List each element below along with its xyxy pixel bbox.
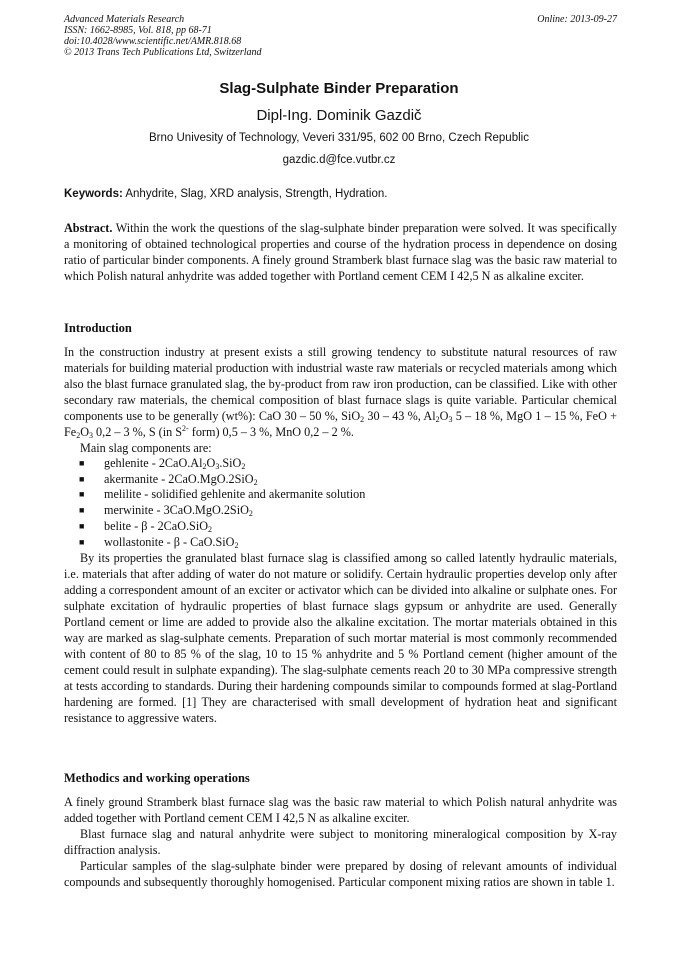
methodics-heading: Methodics and working operations xyxy=(64,771,250,785)
doi-line: doi:10.4028/www.scientific.net/AMR.818.68 xyxy=(64,36,242,47)
introduction-paragraph xyxy=(64,344,617,440)
list-item: ■ belite - β - 2CaO.SiO$_2$ xyxy=(79,518,213,534)
author-name: Dipl-Ing. Dominik Gazdič xyxy=(256,107,422,124)
issn-line: ISSN: 1662-8985, Vol. 818, pp 68-71 xyxy=(64,25,212,36)
bullet-icon: ■ xyxy=(79,505,85,516)
list-item: ■ merwinite - 3CaO.MgO.2SiO$_2$ xyxy=(79,503,253,519)
copyright-line: © 2013 Trans Tech Publications Ltd, Switzerland xyxy=(64,47,262,58)
list-item: ■ wollastonite - β - CaO.SiO$_2$ xyxy=(79,534,239,550)
keywords-label: Keywords: xyxy=(64,188,123,200)
abstract-label: Abstract. xyxy=(64,221,113,235)
abstract xyxy=(64,220,617,284)
keywords-text: Anhydrite, Slag, XRD analysis, Strength, Hydration. xyxy=(125,188,388,200)
bullet-icon: ■ xyxy=(79,473,85,484)
methodics-paragraph-2: Blast furnace slag and natural anhydrite were subject to monitoring mineralogical composition by X-ray diffraction analysis. xyxy=(64,827,617,857)
list-item: ■ akermanite - 2CaO.MgO.2SiO$_2$ xyxy=(79,471,258,487)
methodics-paragraph-1: A finely ground Stramberk blast furnace slag was the basic raw material to which Polish natural anhydrite was added together with Portland cement CEM I 42,5 N as alkaline exciter. xyxy=(64,795,617,825)
author-email: gazdic.d@fce.vutbr.cz xyxy=(282,154,396,166)
journal-name: Advanced Materials Research xyxy=(64,14,185,25)
latent-hydraulic-paragraph: By its properties the granulated blast furnace slag is classified among so called latently hydraulic materials, i.e. materials that after adding of water do not mature or solidify. Certain hydraulic properties develop only after adding a correspondent amount of an exciter or activator which can be divided into alkaline or sulphate ones. For sulphate excitation of hydraulic properties of blast furnace slags gypsum or anhydrite are used. Generally Portland cement or lime are added to provide also the alkaline excitation. The mortar materials obtained in this way are marked as slag-sulphate cements. Preparation of such mortar material is most commonly recommended with content of 80 to 85 % of the slag, 10 to 15 % anhydrite and 5 % Portland cement (higher amount of the cement could result in sulphate expanding). The slag-sulphate cements reach 20 to 30 MPa compressive strength at tests according to standards. During their hardening compounds similar to compounds formed at slag-Portland hardening are formed. [1] They are characterised with small development of hydration heat and significant resistance to aggressive waters. xyxy=(64,551,617,726)
composition-text: CaO 30 – 50 %, SiO$_2$ 30 – 43 %, $Al_2O_3$ 5 – 18 %, MgO 1 – 15 %, FeO + $Fe_2O_3$ 0,2 – 3 %, S (in $S^{2-}$ form) 0,5 – 3 %, MnO 0,2 – 2 %. xyxy=(64,409,618,440)
bullet-icon: ■ xyxy=(79,520,85,531)
list-item: ■ gehlenite - $2CaO.Al_2O_3.SiO_2$ xyxy=(79,456,246,471)
introduction-heading: Introduction xyxy=(64,321,132,335)
list-intro: Main slag components are: xyxy=(80,441,212,455)
bullet-icon: ■ xyxy=(79,536,85,547)
list-item: ■ melilite - solidified gehlenite and akermanite solution xyxy=(79,487,366,502)
paper-title: Slag-Sulphate Binder Preparation xyxy=(219,80,459,97)
introduction-body xyxy=(64,344,617,726)
methodics-body xyxy=(64,794,617,890)
keywords xyxy=(64,188,617,200)
methodics-paragraph-3: Particular samples of the slag-sulphate binder were prepared by dosing of relevant amounts of individual compounds and subsequently thoroughly homogenised. Particular component mixing ratios are shown in table 1. xyxy=(64,859,617,889)
slag-component-list xyxy=(64,456,617,550)
bullet-icon: ■ xyxy=(79,458,85,468)
introduction-text: In the construction industry at present exists a still growing tendency to substitute natural resources of raw materials for building material production with industrial waste raw materials or recycled materials among which also the blast furnace granulated slag, the by-product from raw iron production, can be classified. Like with other secondary raw materials, the chemical composition of blast furnace slags is quite variable. Particular chemical components use to be generally (wt%): xyxy=(64,345,617,423)
abstract-text: Within the work the questions of the slag-sulphate binder preparation were solved. It was specifically a monitoring of obtained technological properties and course of the hydration process in dependence on dosing ratio of particular binder components. A finely ground Stramberk blast furnace slag was the basic raw material to which Polish natural anhydrite was added together with Portland cement CEM I 42,5 N as alkaline exciter. xyxy=(64,221,618,283)
author-affiliation: Brno Univesity of Technology, Veveri 331/95, 602 00 Brno, Czech Republic xyxy=(149,132,529,144)
bullet-icon: ■ xyxy=(79,489,85,500)
publication-meta xyxy=(64,14,617,58)
online-date: Online: 2013-09-27 xyxy=(537,14,617,25)
